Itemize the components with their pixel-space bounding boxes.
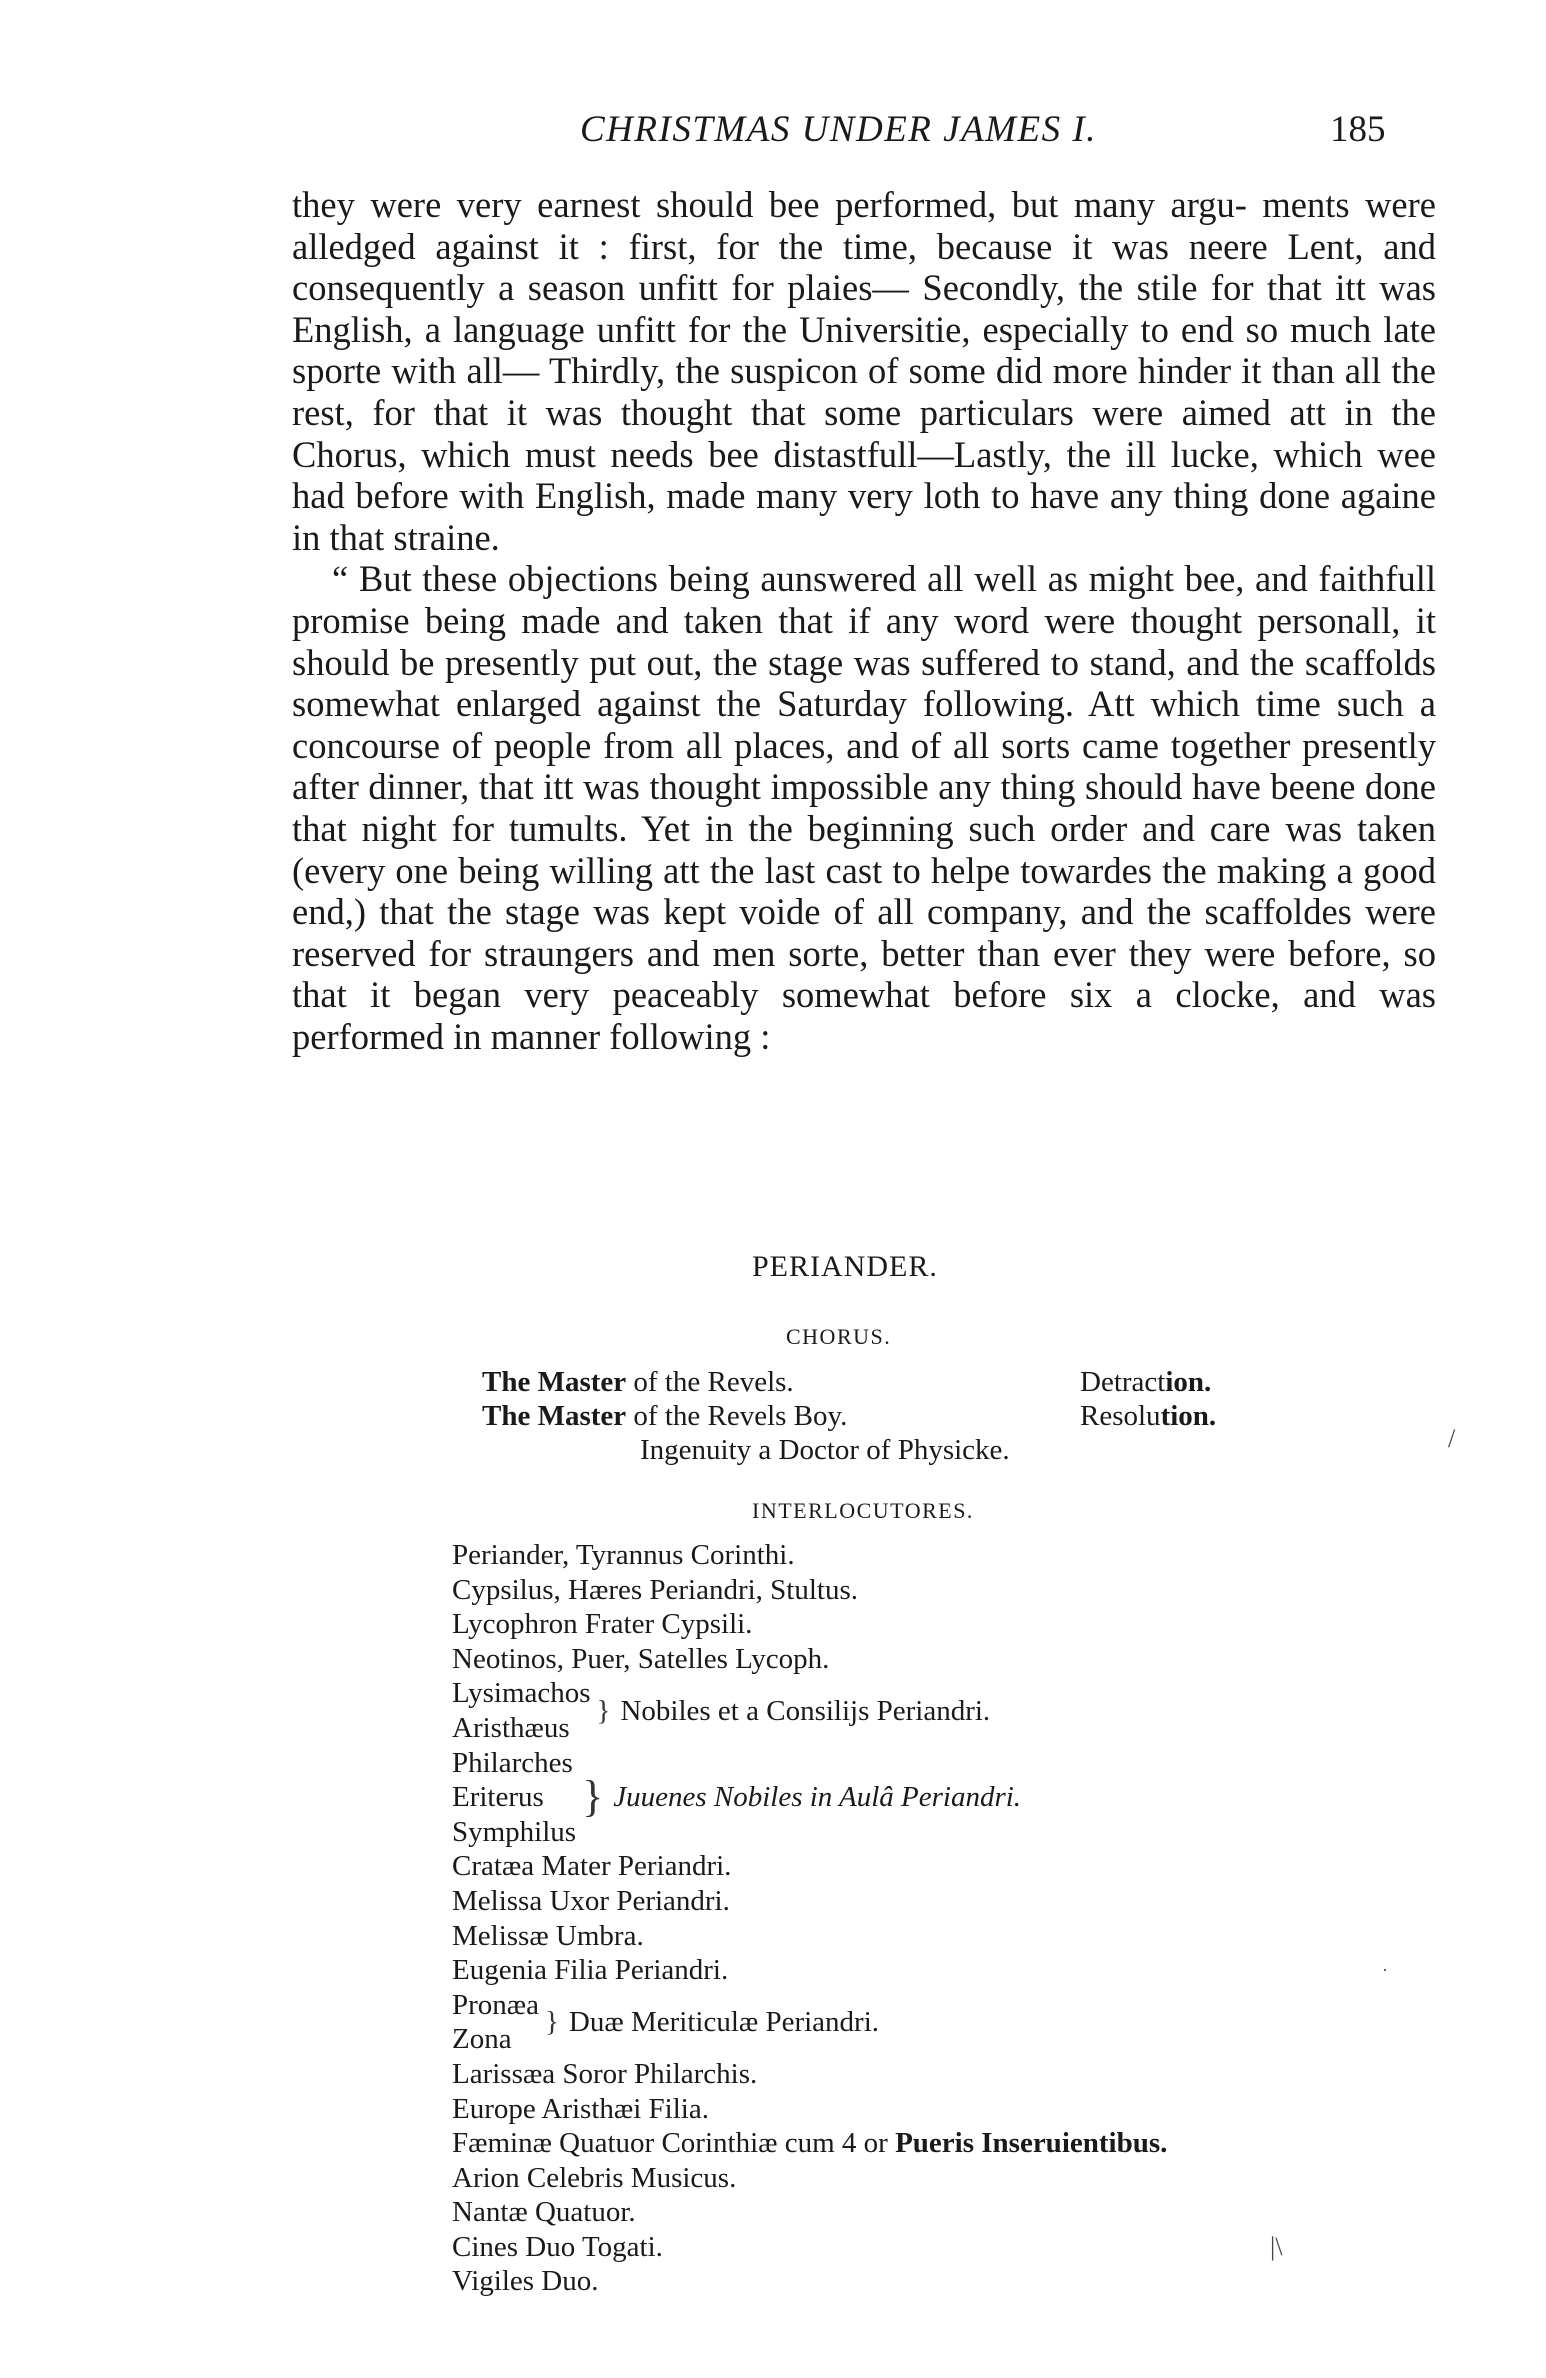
cast-group bbox=[452, 1746, 1167, 1850]
body-text bbox=[292, 184, 1436, 1057]
running-head: CHRISTMAS UNDER JAMES I. bbox=[580, 109, 1097, 150]
cast-entry: Nantæ Quatuor. bbox=[452, 2196, 636, 2229]
page-number: 185 bbox=[1330, 109, 1386, 150]
chorus-heading: CHORUS. bbox=[786, 1324, 892, 1349]
cast-entry: Larissæa Soror Philarchis. bbox=[452, 2057, 758, 2090]
paragraph: they were very earnest should bee performed, but many argu- ments were alledged against it : first, for the time, because it was neere Lent, and consequently a season unfitt for plaies— Secondly, the stile for that itt was English, a language unfitt for the Universitie, especially to end so much late sporte with all— Thirdly, the suspicon of some did more hinder it than all the rest, for that it was thought that some particulars were aimed att in the Chorus, which must needs bee distastfull—Lastly, the ill lucke, which wee had before with English, made many very loth to have any thing done againe in that straine. bbox=[292, 184, 1436, 558]
chorus-role bbox=[1080, 1366, 1211, 1399]
cast-entry: Cratæa Mater Periandri. bbox=[452, 1850, 732, 1883]
cast-list bbox=[452, 1538, 1167, 2299]
cast-group bbox=[452, 1676, 1167, 1745]
cast-entry: Pronæa bbox=[452, 1988, 539, 2021]
cast-entry: Arion Celebris Musicus. bbox=[452, 2161, 737, 2194]
cast-entry: Lycophron Frater Cypsili. bbox=[452, 1608, 753, 1641]
chorus-role-text: Resolu bbox=[1080, 1400, 1161, 1432]
interlocutores-heading: INTERLOCUTORES. bbox=[752, 1498, 974, 1523]
cast-group-description: Nobiles et a Consilijs Periandri. bbox=[620, 1694, 991, 1727]
cast-entry: Lysimachos bbox=[452, 1677, 591, 1710]
cast-entry-text: Fæminæ Quatuor Corinthiæ cum 4 or bbox=[452, 2127, 896, 2160]
cast-entry: Europe Aristhæi Filia. bbox=[452, 2092, 709, 2125]
chorus-line bbox=[482, 1400, 847, 1433]
chorus-name-rest: of the Revels. bbox=[626, 1366, 794, 1398]
paragraph: “ But these objections being aunswered all well as might bee, and faithfull promise being made and taken that if any word were thought personall, it should be presently put out, the stage was suffered to stand, and the scaffolds somewhat enlarged against the Saturday following. Att which time such a concourse of people from all places, and of all sorts came together presently after dinner, that itt was thought impossible any thing should have beene done that night for tumults. Yet in the beginning such order and care was taken (every one being willing att the last cast to helpe towardes the making a good end,) that the stage was kept voide of all company, and the scaffoldes were reserved for straungers and men sorte, better than ever they were before, so that it began very peaceably somewhat before six a clocke, and was performed in manner following : bbox=[292, 558, 1436, 1057]
stray-mark: / bbox=[1448, 1424, 1456, 1453]
cast-entry: Cines Duo Togati. bbox=[452, 2230, 663, 2263]
cast-entry: Aristhæus bbox=[452, 1711, 570, 1744]
cast-entry: Melissa Uxor Periandri. bbox=[452, 1884, 730, 1917]
chorus-role-text: Detract bbox=[1080, 1366, 1166, 1398]
chorus-role bbox=[1080, 1400, 1216, 1433]
cast-group bbox=[452, 1988, 1167, 2057]
brace-glyph: } bbox=[582, 1772, 604, 1822]
cast-group-description-text: Juuenes Nobiles in Aulâ Periandri. bbox=[613, 1781, 1022, 1814]
stray-mark: · bbox=[1382, 1960, 1388, 1980]
chorus-center-line: Ingenuity a Doctor of Physicke. bbox=[640, 1434, 1010, 1466]
chorus-line bbox=[482, 1366, 794, 1399]
cast-entry: Cypsilus, Hæres Periandri, Stultus. bbox=[452, 1573, 859, 1606]
cast-entry: Neotinos, Puer, Satelles Lycoph. bbox=[452, 1642, 830, 1675]
cast-entry: Eriterus bbox=[452, 1781, 544, 1814]
cast-entry: Melissæ Umbra. bbox=[452, 1919, 644, 1952]
cast-entry bbox=[452, 2126, 1167, 2161]
cast-entry: Vigiles Duo. bbox=[452, 2265, 599, 2298]
brace-glyph: } bbox=[596, 1694, 611, 1727]
cast-entry: Periander, Tyrannus Corinthi. bbox=[452, 1539, 795, 1571]
stray-mark: |\ bbox=[1270, 2232, 1283, 2261]
brace-glyph: } bbox=[545, 2006, 559, 2039]
chorus-role-bold: tion. bbox=[1160, 1400, 1217, 1432]
cast-entry: Symphilus bbox=[452, 1815, 577, 1848]
chorus-role-bold: ion. bbox=[1165, 1366, 1212, 1398]
cast-group-description bbox=[609, 1780, 1021, 1815]
chorus-name-bold: The Master bbox=[482, 1400, 627, 1432]
cast-entry: Zona bbox=[452, 2023, 512, 2056]
chorus-name-rest: of the Revels Boy. bbox=[626, 1400, 848, 1432]
cast-entry: Eugenia Filia Periandri. bbox=[452, 1954, 729, 1987]
cast-group-description: Duæ Meriticulæ Periandri. bbox=[568, 2006, 880, 2039]
play-title: PERIANDER. bbox=[752, 1250, 938, 1283]
chorus-name-bold: The Master bbox=[482, 1366, 627, 1398]
cast-entry-bold: Pueris Inseruientibus. bbox=[895, 2127, 1168, 2160]
cast-entry: Philarches bbox=[452, 1746, 573, 1779]
